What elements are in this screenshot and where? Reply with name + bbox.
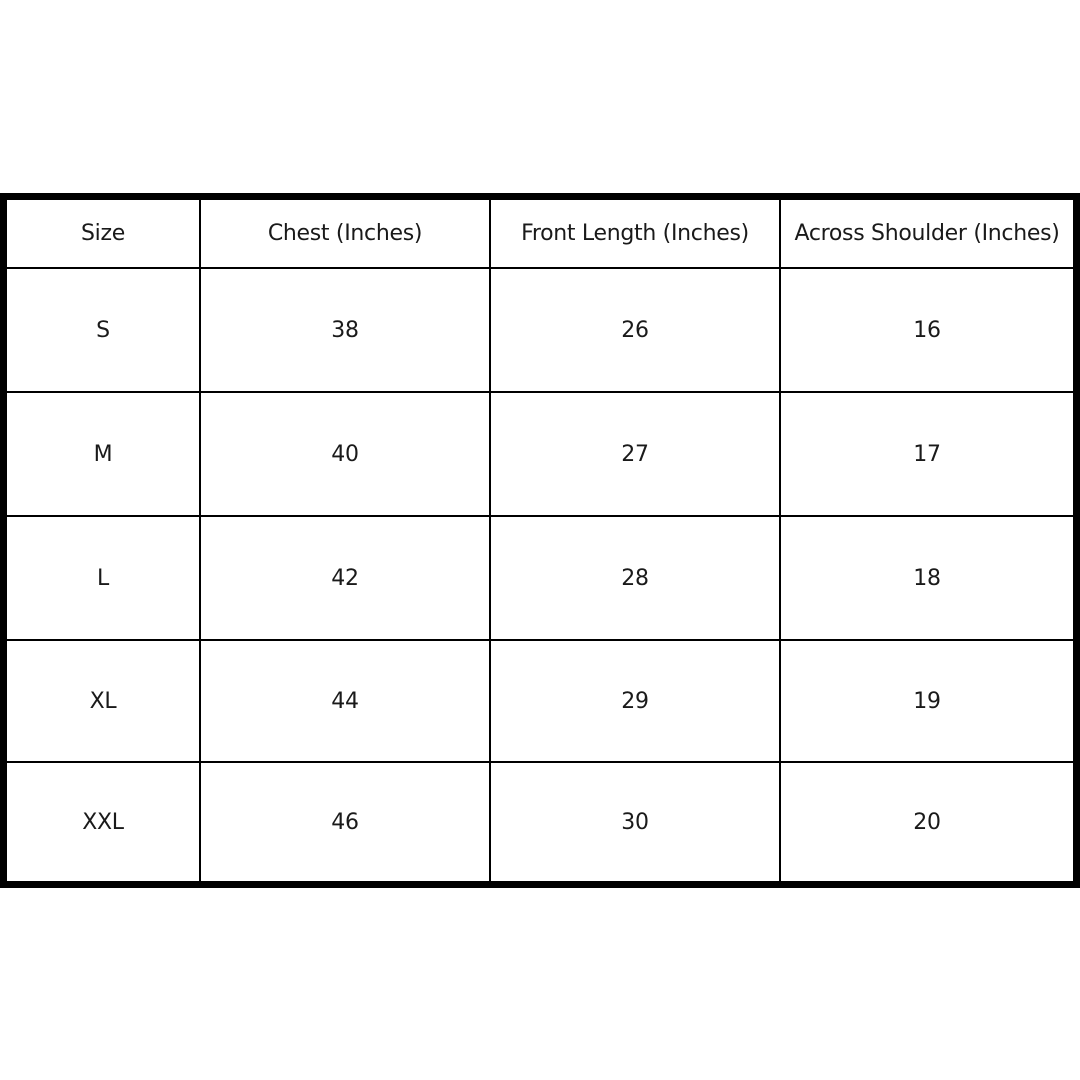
across-shoulder-cell: 19 (780, 640, 1073, 762)
front-length-cell: 29 (490, 640, 780, 762)
chest-cell: 44 (200, 640, 490, 762)
size-chart (0, 193, 1080, 888)
table-row (7, 762, 1073, 881)
chest-cell: 38 (200, 268, 490, 392)
table-row (7, 268, 1073, 392)
across-shoulder-cell: 18 (780, 516, 1073, 640)
size-cell: M (7, 392, 200, 516)
table-row (7, 640, 1073, 762)
size-cell: S (7, 268, 200, 392)
header-size: Size (7, 200, 200, 268)
size-cell: XL (7, 640, 200, 762)
header-across-shoulder: Across Shoulder (Inches) (780, 200, 1073, 268)
chest-cell: 46 (200, 762, 490, 881)
table-row (7, 516, 1073, 640)
header-front-length: Front Length (Inches) (490, 200, 780, 268)
front-length-cell: 27 (490, 392, 780, 516)
across-shoulder-cell: 16 (780, 268, 1073, 392)
chest-cell: 40 (200, 392, 490, 516)
across-shoulder-cell: 20 (780, 762, 1073, 881)
chest-cell: 42 (200, 516, 490, 640)
size-chart-table (7, 200, 1073, 881)
header-chest: Chest (Inches) (200, 200, 490, 268)
front-length-cell: 28 (490, 516, 780, 640)
front-length-cell: 26 (490, 268, 780, 392)
size-cell: XXL (7, 762, 200, 881)
table-row (7, 392, 1073, 516)
across-shoulder-cell: 17 (780, 392, 1073, 516)
size-cell: L (7, 516, 200, 640)
front-length-cell: 30 (490, 762, 780, 881)
header-row (7, 200, 1073, 268)
